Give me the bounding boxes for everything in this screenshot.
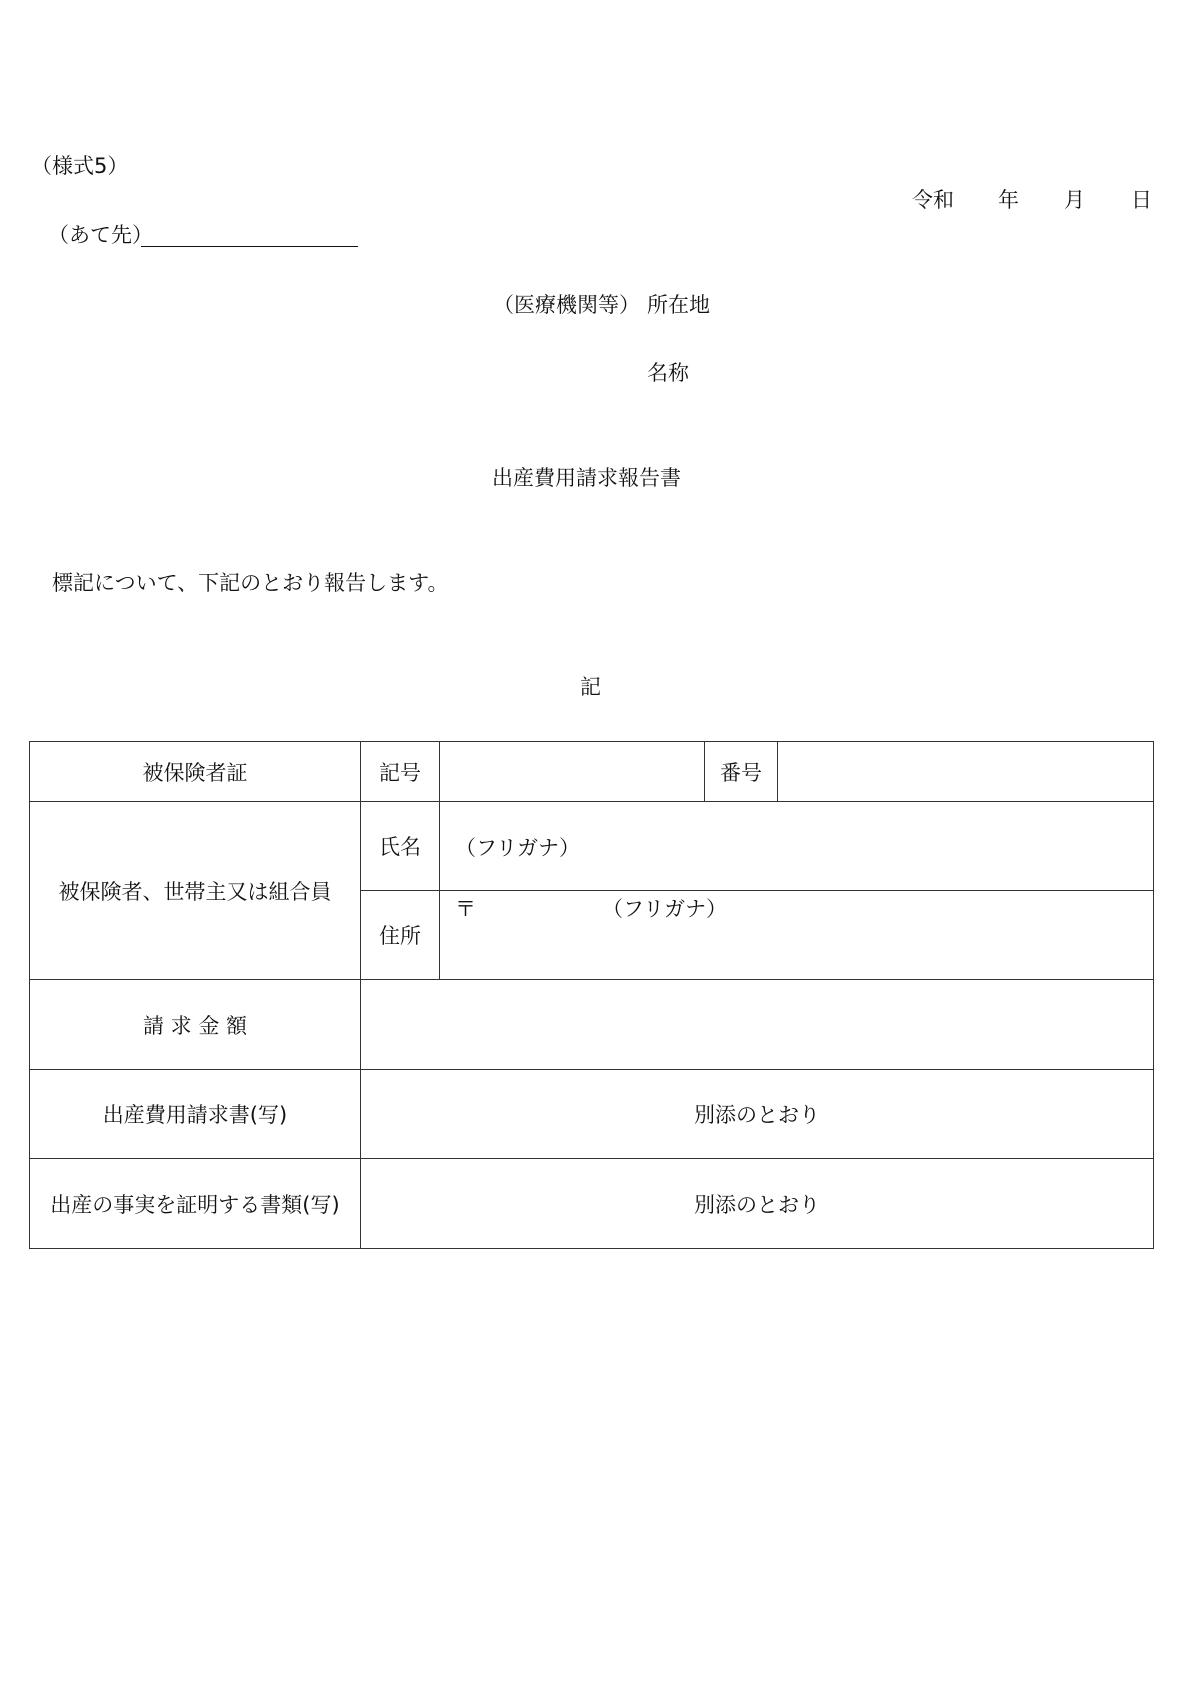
name-furigana-label: （フリガナ） <box>455 835 580 860</box>
ki-heading: 記 <box>580 675 601 699</box>
table-row <box>30 742 1154 802</box>
date-era: 令和 <box>912 188 954 212</box>
number-label: 番号 <box>705 742 778 802</box>
insured-person-label: 被保険者、世帯主又は組合員 <box>30 802 361 980</box>
claim-amount-label: 請 求 金 額 <box>30 980 361 1070</box>
issuer-location-label: 所在地 <box>647 293 710 317</box>
birth-proof-label: 出産の事実を証明する書類(写) <box>30 1159 361 1249</box>
date-month: 月 <box>1064 188 1085 212</box>
number-field[interactable] <box>778 742 1154 802</box>
date-year: 年 <box>998 188 1019 212</box>
table-row <box>30 1159 1154 1249</box>
name-label: 氏名 <box>361 802 440 891</box>
issuer-label: （医療機関等） <box>493 293 640 317</box>
birth-cost-invoice-label: 出産費用請求書(写) <box>30 1070 361 1159</box>
symbol-field[interactable] <box>440 742 705 802</box>
issuer-name-label: 名称 <box>647 361 689 385</box>
table-row <box>30 1070 1154 1159</box>
symbol-label: 記号 <box>361 742 440 802</box>
date-day: 日 <box>1131 188 1152 212</box>
addressee-field[interactable] <box>141 246 358 247</box>
address-furigana-label: （フリガナ） <box>602 897 727 921</box>
postal-mark: 〒 <box>455 897 476 921</box>
insurance-card-label: 被保険者証 <box>30 742 361 802</box>
birth-proof-value: 別添のとおり <box>361 1159 1154 1249</box>
table-row <box>30 802 1154 891</box>
address-label: 住所 <box>361 891 440 980</box>
intro-text: 標記について、下記のとおり報告します。 <box>52 571 449 595</box>
document-title: 出産費用請求報告書 <box>492 466 681 490</box>
address-field[interactable] <box>440 891 1154 980</box>
claim-amount-field[interactable] <box>361 980 1154 1070</box>
name-field[interactable] <box>440 802 1154 891</box>
table-row <box>30 980 1154 1070</box>
birth-cost-invoice-value: 別添のとおり <box>361 1070 1154 1159</box>
report-table <box>29 741 1154 1249</box>
addressee-label: （あて先） <box>48 223 153 247</box>
form-number: （様式5） <box>31 154 129 178</box>
